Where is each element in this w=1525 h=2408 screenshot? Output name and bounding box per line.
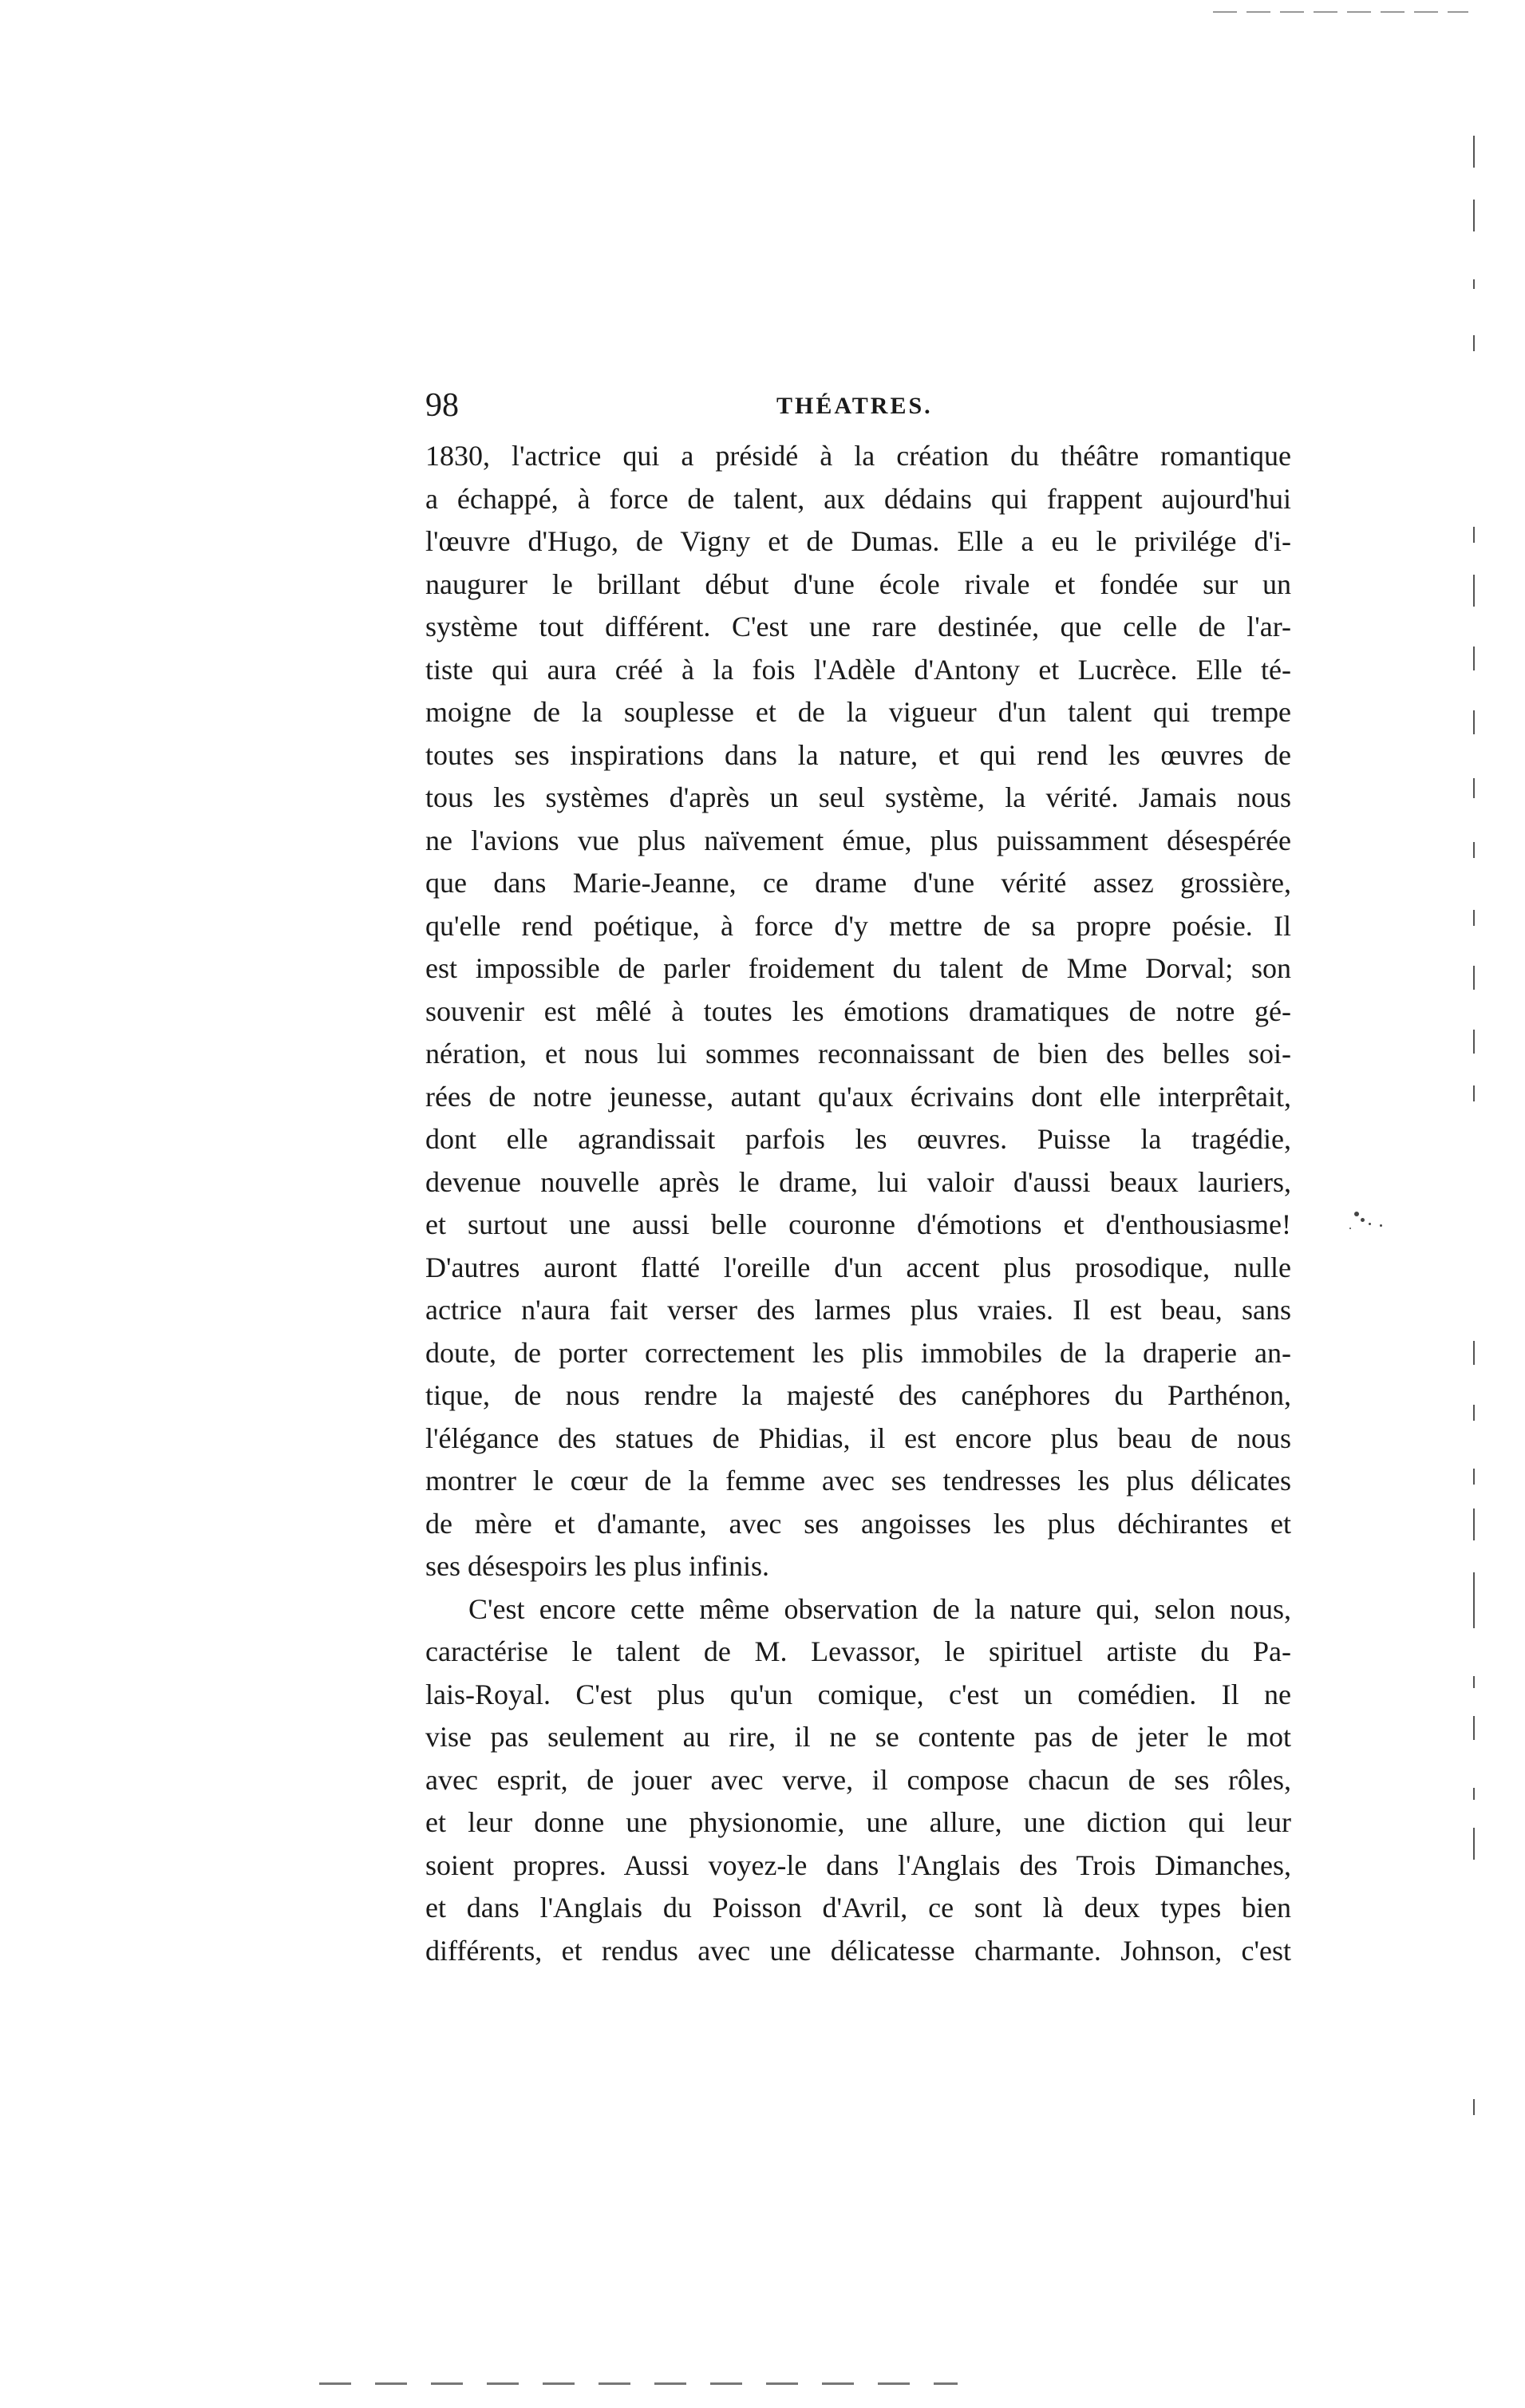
text-line: que dans Marie-Jeanne, ce drame d'une vérité assez grossière, — [425, 867, 1291, 899]
text-line: système tout différent. C'est une rare destinée, que celle de l'ar- — [425, 611, 1291, 643]
scan-edge-rule-top — [1213, 11, 1468, 13]
ink-dot — [1349, 1228, 1351, 1229]
scan-mark — [1473, 575, 1475, 607]
scan-mark — [1473, 910, 1475, 926]
text-line: souvenir est mêlé à toutes les émotions dramatiques de notre gé- — [425, 994, 1291, 1027]
text-line: C'est encore cette même observation de la nature qui, selon nous, — [468, 1592, 1291, 1625]
text-line: et leur donne une physionomie, une allure, une diction qui leur — [425, 1806, 1291, 1838]
text-line: soient propres. Aussi voyez-le dans l'Anglais des Trois Dimanches, — [425, 1849, 1291, 1881]
ink-dot — [1354, 1212, 1359, 1216]
text-line: D'autres auront flatté l'oreille d'un accent plus prosodique, nulle — [425, 1251, 1291, 1283]
scan-mark — [1473, 1341, 1475, 1365]
text-line: différents, et rendus avec une délicatesse charmante. Johnson, c'est — [425, 1934, 1291, 1967]
text-line: est impossible de parler froidement du talent de Mme Dorval; son — [425, 952, 1291, 984]
scan-mark — [1473, 136, 1475, 168]
scan-edge-rule-bottom — [319, 2382, 958, 2385]
scan-mark — [1473, 1788, 1475, 1800]
scan-mark — [1473, 1676, 1475, 1688]
text-line: 1830, l'actrice qui a présidé à la création du théâtre romantique — [425, 440, 1291, 472]
text-line: a échappé, à force de talent, aux dédains qui frappent aujourd'hui — [425, 482, 1291, 515]
text-line: montrer le cœur de la femme avec ses tendresses les plus délicates — [425, 1465, 1291, 1497]
scan-mark — [1473, 1508, 1475, 1540]
text-line: l'œuvre d'Hugo, de Vigny et de Dumas. Elle a eu le privilége d'i- — [425, 525, 1291, 557]
text-line: toutes ses inspirations dans la nature, et qui rend les œuvres de — [425, 738, 1291, 771]
running-head — [425, 382, 1291, 429]
text-line: et surtout une aussi belle couronne d'émotions et d'enthousiasme! — [425, 1208, 1291, 1240]
paragraph-2 — [425, 1588, 1291, 1973]
text-line: vise pas seulement au rire, il ne se contente pas de jeter le mot — [425, 1721, 1291, 1753]
text-line: tique, de nous rendre la majesté des canéphores du Parthénon, — [425, 1379, 1291, 1411]
text-line: nération, et nous lui sommes reconnaissant de bien des belles soi- — [425, 1038, 1291, 1070]
ink-dot — [1369, 1223, 1371, 1225]
scan-mark — [1473, 966, 1475, 990]
text-line: avec esprit, de jouer avec verve, il compose chacun de ses rôles, — [425, 1763, 1291, 1796]
text-line: l'élégance des statues de Phidias, il est encore plus beau de nous — [425, 1421, 1291, 1454]
scan-mark — [1473, 1469, 1475, 1485]
scan-mark — [1473, 646, 1475, 670]
scan-mark — [1473, 710, 1475, 734]
text-line: et dans l'Anglais du Poisson d'Avril, ce sont là deux types bien — [425, 1892, 1291, 1924]
text-line: moigne de la souplesse et de la vigueur d'un talent qui trempe — [425, 696, 1291, 728]
text-line: tiste qui aura créé à la fois l'Adèle d'Antony et Lucrèce. Elle té- — [425, 653, 1291, 686]
text-line: tous les systèmes d'après un seul système, la vérité. Jamais nous — [425, 781, 1291, 813]
scan-mark — [1473, 1030, 1475, 1054]
ink-dot — [1380, 1224, 1382, 1227]
scan-mark — [1473, 1716, 1475, 1740]
text-line: ses désespoirs les plus infinis. — [425, 1550, 769, 1582]
ink-dot — [1361, 1218, 1365, 1222]
scan-mark — [1473, 842, 1475, 858]
page-number: 98 — [425, 387, 459, 424]
text-line: rées de notre jeunesse, autant qu'aux écrivains dont elle interprêtait, — [425, 1080, 1291, 1113]
body-text — [425, 435, 1291, 1972]
text-line: lais-Royal. C'est plus qu'un comique, c'est un comédien. Il ne — [425, 1678, 1291, 1710]
scan-mark — [1473, 200, 1475, 231]
scan-mark — [1473, 335, 1475, 351]
scan-mark — [1473, 1572, 1475, 1628]
text-line: actrice n'aura fait verser des larmes plus vraies. Il est beau, sans — [425, 1294, 1291, 1326]
scan-mark — [1473, 2099, 1475, 2115]
text-line: naugurer le brillant début d'une école rivale et fondée sur un — [425, 567, 1291, 600]
text-line: dont elle agrandissait parfois les œuvres. Puisse la tragédie, — [425, 1123, 1291, 1155]
text-line: qu'elle rend poétique, à force d'y mettre de sa propre poésie. Il — [425, 909, 1291, 942]
text-line: ne l'avions vue plus naïvement émue, plus puissamment désespérée — [425, 824, 1291, 856]
text-line: doute, de porter correctement les plis immobiles de la draperie an- — [425, 1336, 1291, 1369]
text-line: de mère et d'amante, avec ses angoisses les plus déchirantes et — [425, 1507, 1291, 1540]
text-line: devenue nouvelle après le drame, lui valoir d'aussi beaux lauriers, — [425, 1165, 1291, 1198]
text-line: caractérise le talent de M. Levassor, le spirituel artiste du Pa- — [425, 1635, 1291, 1667]
paragraph-1 — [425, 435, 1291, 1588]
scan-mark — [1473, 1828, 1475, 1860]
scan-mark — [1473, 778, 1475, 798]
ink-blot — [1345, 1205, 1393, 1237]
scan-margin-marks — [1473, 128, 1481, 2203]
scan-mark — [1473, 279, 1475, 289]
running-title: THÉATRES. — [776, 393, 933, 419]
scan-mark — [1473, 1405, 1475, 1421]
scan-mark — [1473, 527, 1475, 543]
scan-mark — [1473, 1085, 1475, 1101]
